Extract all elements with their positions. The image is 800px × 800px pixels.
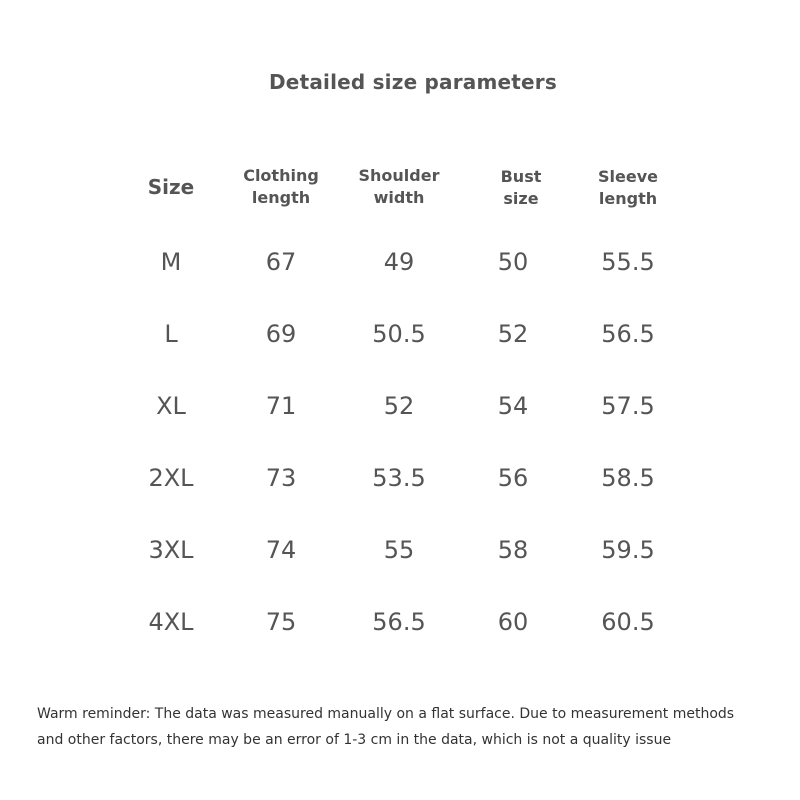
header-size: Size: [147, 175, 195, 199]
row-xl-size: XL: [156, 392, 186, 420]
row-m-size: M: [160, 248, 182, 276]
row-l-size: L: [164, 320, 178, 348]
row-2xl-bust-size: 56: [497, 464, 529, 492]
row-m-clothing-length: 67: [265, 248, 297, 276]
row-4xl-clothing-length: 75: [265, 608, 297, 636]
row-xl-shoulder-width: 52: [383, 392, 415, 420]
row-xl-clothing-length: 71: [265, 392, 297, 420]
row-3xl-clothing-length: 74: [265, 536, 297, 564]
row-3xl-sleeve-length: 59.5: [601, 536, 655, 564]
row-l-bust-size: 52: [497, 320, 529, 348]
row-m-shoulder-width: 49: [383, 248, 415, 276]
row-2xl-clothing-length: 73: [265, 464, 297, 492]
row-2xl-shoulder-width: 53.5: [372, 464, 426, 492]
row-3xl-shoulder-width: 55: [383, 536, 415, 564]
row-m-bust-size: 50: [497, 248, 529, 276]
row-3xl-bust-size: 58: [497, 536, 529, 564]
warm-reminder-line-2: and other factors, there may be an error of 1-3 cm in the data, which is not a quality issue: [37, 732, 672, 748]
row-4xl-size: 4XL: [148, 608, 194, 636]
header-sleeve-length: Sleeve length: [598, 167, 658, 208]
row-l-shoulder-width: 50.5: [372, 320, 426, 348]
header-shoulder-width: Shoulder width: [358, 166, 440, 207]
row-m-sleeve-length: 55.5: [601, 248, 655, 276]
row-2xl-sleeve-length: 58.5: [601, 464, 655, 492]
row-l-sleeve-length: 56.5: [601, 320, 655, 348]
row-xl-bust-size: 54: [497, 392, 529, 420]
warm-reminder-line-1: Warm reminder: The data was measured manually on a flat surface. Due to measurement methods: [37, 706, 735, 722]
row-3xl-size: 3XL: [148, 536, 194, 564]
header-bust-size: Bust size: [500, 167, 542, 208]
header-clothing-length: Clothing length: [243, 166, 319, 207]
row-2xl-size: 2XL: [148, 464, 194, 492]
row-l-clothing-length: 69: [265, 320, 297, 348]
row-4xl-sleeve-length: 60.5: [601, 608, 655, 636]
row-4xl-bust-size: 60: [497, 608, 529, 636]
row-xl-sleeve-length: 57.5: [601, 392, 655, 420]
page-title: Detailed size parameters: [269, 70, 557, 94]
row-4xl-shoulder-width: 56.5: [372, 608, 426, 636]
